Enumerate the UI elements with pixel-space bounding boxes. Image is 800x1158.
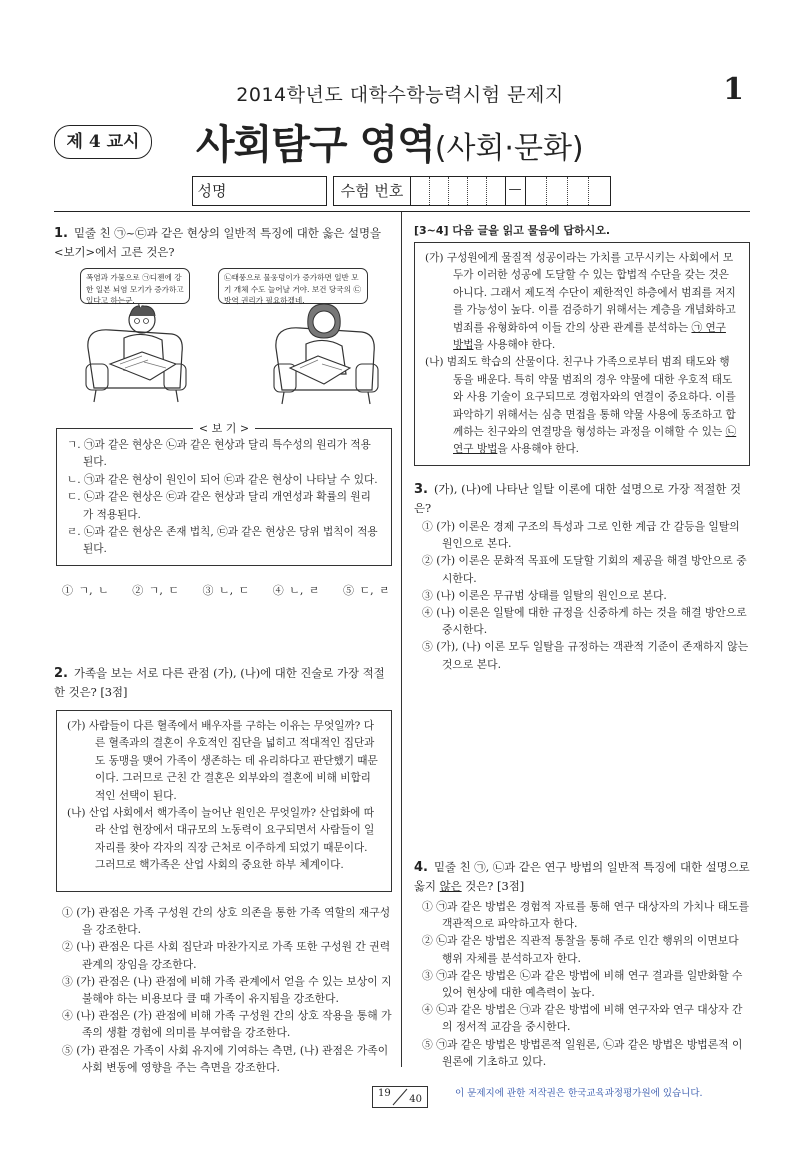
bogi-item: ㄴ. ㉠과 같은 현상이 원인이 되어 ㉢과 같은 현상이 나타날 수 있다. — [67, 473, 378, 486]
name-field[interactable] — [192, 176, 327, 206]
page-current: 19 — [378, 1088, 391, 1099]
passage-3-4-box — [414, 242, 750, 466]
page-indicator — [372, 1086, 428, 1108]
option-1[interactable]: ① (가) 관점은 가족 구성원 간의 상호 의존을 통한 가족 역할의 재구성을 강조한다. — [62, 906, 391, 937]
name-label: 성명 — [197, 182, 227, 200]
subject-main: 사회탐구 영역 — [196, 122, 435, 168]
exam-digit-cell[interactable] — [429, 177, 449, 205]
question-4: 4. 밑줄 친 ㉠, ㉡과 같은 연구 방법의 일반적 특징에 대한 설명으로 옳지 않은 것은? [3점] — [414, 860, 750, 893]
option-3[interactable]: ③ (가) 관점은 (나) 관점에 비해 가족 관계에서 얻을 수 있는 보상이 지불해야 하는 비용보다 클 때 가족이 유지됨을 강조한다. — [62, 974, 392, 1006]
subject-title — [196, 113, 584, 170]
option-1[interactable]: ① ㄱ, ㄴ — [62, 584, 109, 597]
negation-underline: 않은 — [439, 879, 462, 893]
option-1[interactable]: ① (가) 이론은 경제 구조의 특성과 그로 인한 계급 간 갈등을 일탈의 원인으로 본다. — [422, 520, 740, 551]
subject-sub: (사회·문화) — [434, 131, 584, 166]
question-stem: 밑줄 친 ㉠~㉢과 같은 현상의 일반적 특징에 대한 옳은 설명을 <보기>에서 고른 것은? — [54, 226, 381, 259]
page-total: 40 — [409, 1094, 422, 1105]
q1-illustration — [80, 268, 380, 416]
question-stem: 가족을 보는 서로 다른 관점 (가), (나)에 대한 진술로 가장 적절한 것은? [3점] — [54, 666, 385, 699]
option-3[interactable]: ③ ㄴ, ㄷ — [202, 584, 250, 597]
passage-ga: (가) 구성원에게 물질적 성공이라는 가치를 고무시키는 사회에서 모두가 이러한 성공에 도달할 수 있는 합법적 수단을 갖는 것은 아니다. 그래서 제도적 수단이 제한적인 하층에서 범죄를 저지를 가능성이 높다. 이를 검증하기 위해서는 계층을 개념화하고 범죄를 유형화하여 이들 간의 상관 관계를 분석하는 ㉠ 연구 방법을 사용해야 한다. — [425, 252, 736, 352]
exam-number-field[interactable] — [333, 176, 611, 206]
exam-digit-cell[interactable] — [567, 177, 589, 205]
passage-na: (나) 산업 사회에서 핵가족이 늘어난 원인은 무엇일까? 산업화에 따라 산업 현장에서 대규모의 노동력이 요구되면서 사람들이 일자리를 찾아 각자의 직장 근처로 이주하게 되었기 때문이다. 그러므로 핵가족은 산업 사회의 중요한 하부 체계이다. — [67, 807, 375, 872]
option-2[interactable]: ② (가) 이론은 문화적 목표에 도달할 기회의 제공을 해결 방안으로 중시한다. — [422, 554, 747, 585]
passage-3-4-intro: [3~4] 다음 글을 읽고 물음에 답하시오. — [414, 224, 611, 237]
session-badge: 제 4 교시 — [54, 125, 152, 159]
speech-bubble-right: ㉡태풍으로 물웅덩이가 증가하면 일반 모기 개체 수도 늘어날 거야. 보건 당국의 ㉢방역 권리가 필요하겠네. — [218, 268, 368, 304]
option-4[interactable]: ④ ㄴ, ㄹ — [272, 584, 320, 597]
option-3[interactable]: ③ ㉠과 같은 방법은 ㉡과 같은 방법에 비해 연구 결과를 일반화할 수 있어 현상에 대한 예측력이 높다. — [422, 968, 743, 1000]
passage-na: (나) 범죄도 학습의 산물이다. 친구나 가족으로부터 범죄 태도와 행동을 배운다. 특히 약물 범죄의 경우 약물에 대한 우호적 태도와 사용 기술이 요구되므로 경험자와의 연결이 중요하다. 이를 파악하기 위해서는 심층 면접을 통해 약물 사용에 동조하고 합께하는 친구와의 연결망을 형성하는 과정을 이해할 수 있는 ㉡ 연구 방법을 사용해야 한다. — [425, 356, 737, 456]
q4-options — [422, 898, 750, 1070]
option-5[interactable]: ⑤ (가) 관점은 가족이 사회 유지에 기여하는 측면, (나) 관점은 가족이 사회 변동에 영향을 주는 측면을 강조한다. — [62, 1043, 389, 1074]
question-3 — [414, 480, 750, 517]
bogi-item: ㄷ. ㉡과 같은 현상은 ㉢과 같은 현상과 달리 개연성과 확률의 원리가 적용된다. — [67, 491, 371, 521]
option-4[interactable]: ④ (나) 이론은 일탈에 대한 규정을 신중하게 하는 것을 해결 방안으로 중시한다. — [422, 606, 747, 637]
q2-passage-box — [56, 710, 392, 892]
option-5[interactable]: ⑤ (가), (나) 이론 모두 일탈을 규정하는 객관적 기준이 존재하지 않는 것으로 본다. — [422, 640, 749, 671]
q1-options — [62, 582, 392, 598]
question-number: 4. — [414, 860, 428, 875]
bogi-title: < 보 기 > — [193, 422, 255, 435]
header-rule — [54, 211, 750, 212]
option-2[interactable]: ② ㉡과 같은 방법은 직관적 통찰을 통해 주로 인간 행위의 이면보다 행위 자체를 분석하고자 한다. — [422, 934, 739, 965]
option-4[interactable]: ④ (나) 관점은 (가) 관점에 비해 가족 구성원 간의 상호 작용을 통해 가족의 생활 경험에 의미를 부여함을 강조한다. — [62, 1009, 392, 1040]
exam-digit-cell[interactable] — [410, 177, 430, 205]
q3-options — [422, 518, 750, 673]
option-2[interactable]: ② (나) 관점은 다른 사회 집단과 마찬가지로 가족 또한 구성원 간 권력 관계의 장임을 강조한다. — [62, 940, 391, 971]
question-number: 3. — [414, 482, 428, 497]
option-2[interactable]: ② ㄱ, ㄷ — [132, 584, 179, 597]
question-number: 1. — [54, 226, 68, 241]
option-4[interactable]: ④ ㉡과 같은 방법은 ㉠과 같은 방법에 비해 연구자와 연구 대상자 간의 정서적 교감을 중시한다. — [422, 1003, 743, 1034]
bogi-item: ㄱ. ㉠과 같은 현상은 ㉡과 같은 현상과 달리 특수성의 원리가 적용된다. — [67, 439, 371, 469]
option-3[interactable]: ③ (나) 이론은 무규범 상태를 일탈의 원인으로 본다. — [422, 588, 667, 602]
bogi-item: ㄹ. ㉡과 같은 현상은 존재 법칙, ㉢과 같은 현상은 당위 법칙이 적용된다. — [67, 526, 378, 556]
copyright-notice: 이 문제지에 관한 저작권은 한국교육과정평가원에 있습니다. — [455, 1088, 703, 1099]
exam-digit-cell[interactable] — [448, 177, 468, 205]
research-method-a: ㉠ 연구 방법 — [453, 321, 726, 352]
exam-number-label: 수험 번호 — [334, 177, 411, 205]
question-stem: (가), (나)에 나타난 일탈 이론에 대한 설명으로 가장 적절한 것은? — [414, 482, 742, 515]
page-number: 1 — [723, 72, 744, 107]
exam-digit-cell[interactable] — [486, 177, 506, 205]
q2-options — [62, 904, 392, 1076]
exam-digit-cell[interactable] — [525, 177, 547, 205]
exam-title: 2014학년도 대학수학능력시험 문제지 — [236, 84, 564, 106]
exam-digit-cell[interactable] — [588, 177, 609, 205]
option-1[interactable]: ① ㉠과 같은 방법은 경험적 자료를 통해 연구 대상자의 가치나 태도를 객관적으로 파악하고자 한다. — [422, 900, 750, 931]
question-2 — [54, 664, 392, 701]
question-number: 2. — [54, 666, 68, 681]
question-1 — [54, 224, 392, 261]
option-5[interactable]: ⑤ ㉠과 같은 방법은 방법론적 일원론, ㉡과 같은 방법은 방법론적 이원론에 기초하고 있다. — [422, 1037, 743, 1068]
option-5[interactable]: ⑤ ㄷ, ㄹ — [343, 584, 390, 597]
exam-digit-cell[interactable] — [467, 177, 487, 205]
q1-bogi-box — [56, 422, 392, 566]
passage-ga: (가) 사람들이 다른 혈족에서 배우자를 구하는 이유는 무엇일까? 다른 혈족과의 결혼이 우호적인 집단을 넓히고 적대적인 집단과도 동맹을 맺어 가족이 생존하는 데 유리하다고 판단했기 때문이다. 그러므로 근친 간 결혼은 외부와의 결혼에 비해 비합리적인 선택이 된다. — [67, 720, 378, 802]
column-divider — [401, 212, 402, 1067]
exam-digit-cell[interactable] — [546, 177, 568, 205]
speech-bubble-left: 폭염과 가뭄으로 ㉠디젠에 강한 일본 뇌염 모기가 증가하고 있다고 하는군. — [80, 268, 190, 304]
exam-number-dash: — — [505, 177, 526, 205]
research-method-b: ㉡ 연구 방법 — [453, 426, 737, 456]
